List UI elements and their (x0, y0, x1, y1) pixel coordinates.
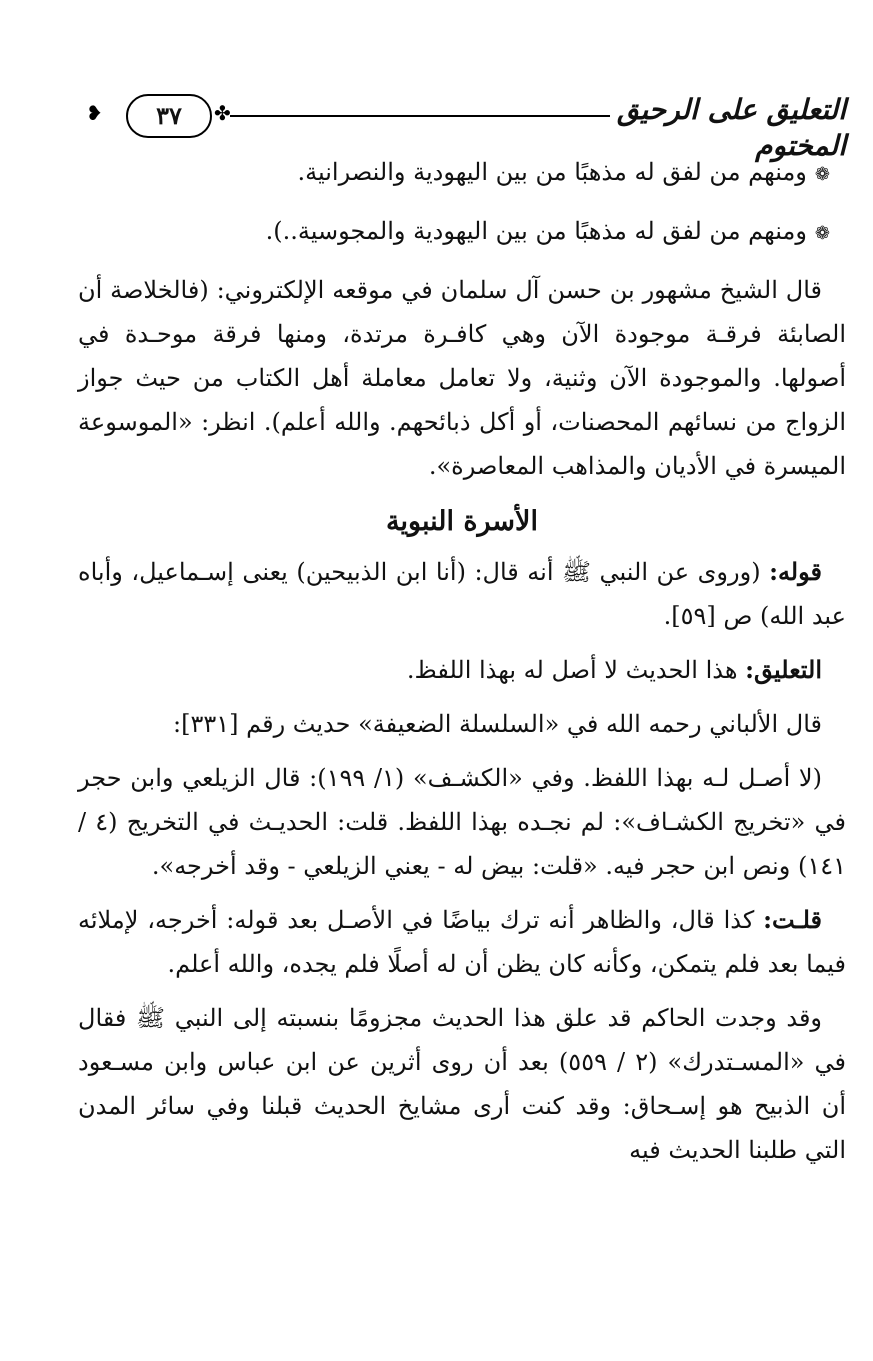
page-number: ٣٧ (156, 101, 182, 130)
paragraph-hakim: وقد وجدت الحاكم قد علق هذا الحديث مجزومًا بنسبته إلى النبي ﷺ فقال في «المسـتدرك» (٢ / ٥٥٩) بعد أن روى أثرين عن ابن عباس وابن مسـعود أن الذبيح هو إسـحاق: وقد كنت أرى مشايخ الحديث قبلنا وفي سائر المدن التي طلبنا الحديث فيه (78, 1004, 846, 1164)
book-title: التعليق على الرحيق المختوم (616, 93, 846, 162)
ornament-left-icon: ❥ (86, 101, 103, 125)
spacer (78, 638, 846, 648)
paragraph-quote: (لا أصـل لـه بهذا اللفظ. وفي «الكشـف» (١/ ١٩٩): قال الزيلعي وابن حجر في «تخريج الكشـاف»: لم نجـده بهذا اللفظ. قلت: الحديـث في التخريج (٤ / ١٤١) ونص ابن حجر فيه. «قلت: بيض له - يعني الزيلعي - وقد أخرجه». (78, 764, 846, 880)
bullet-item (78, 150, 846, 197)
bullet-item (78, 209, 846, 256)
qultu-label: قلـت: (763, 905, 822, 934)
taliq-label: التعليق: (745, 655, 822, 684)
page-content (78, 150, 846, 1172)
header-rule (230, 115, 610, 117)
qawluh-label: قوله: (769, 557, 822, 586)
taliq-text: هذا الحديث لا أصل له بهذا اللفظ. (406, 656, 746, 684)
paragraph-qultu (78, 898, 846, 986)
page-number-badge (126, 94, 212, 138)
qultu-text: كذا قال، والظاهر أنه ترك بياضًا في الأصـل بعد قوله: أخرجه، لإملائه فيما بعد فلم يتمكن، وكأنه كان يظن أن له أصلًا فلم يجده، والله أعلم. (78, 906, 846, 978)
spacer (78, 692, 846, 702)
ornament-mid-icon: ✤ (214, 101, 231, 125)
flower-bullet-icon: ❁ (814, 223, 830, 244)
paragraph-albani: قال الألباني رحمه الله في «السلسلة الضعيفة» حديث رقم [٣٣١]: (173, 710, 822, 738)
spacer (78, 888, 846, 898)
paragraph-taliq (78, 648, 846, 692)
qawluh-text: (وروى عن النبي ﷺ أنه قال: (أنا ابن الذبيحين) يعنى إسـماعيل، وأباه عبد الله) ص [٥٩]. (78, 558, 846, 630)
paragraph-sabians: قال الشيخ مشهور بن حسن آل سلمان في موقعه الإلكتروني: (فالخلاصة أن الصابئة فرقـة موجودة الآن وهي كافـرة مرتدة، ومنها فرقة موحـدة في أصولها. والموجودة الآن وثنية، ولا تعامل معاملة أهل الكتاب من حيث جواز الزواج من نسائهم المحصنات، أو أكل ذبائحهم. والله أعلم). انظر: «الموسوعة الميسرة في الأديان والمذاهب المعاصرة». (78, 276, 846, 480)
section-heading: الأسرة النبوية (386, 506, 538, 537)
flower-bullet-icon: ❁ (814, 164, 830, 185)
bullet-text: ومنهم من لفق له مذهبًا من بين اليهودية والمجوسية..). (265, 217, 807, 245)
paragraph-qawluh (78, 550, 846, 638)
bullet-text: ومنهم من لفق له مذهبًا من بين اليهودية والنصرانية. (297, 158, 807, 186)
spacer (78, 746, 846, 756)
page-header (86, 86, 846, 162)
spacer (78, 986, 846, 996)
